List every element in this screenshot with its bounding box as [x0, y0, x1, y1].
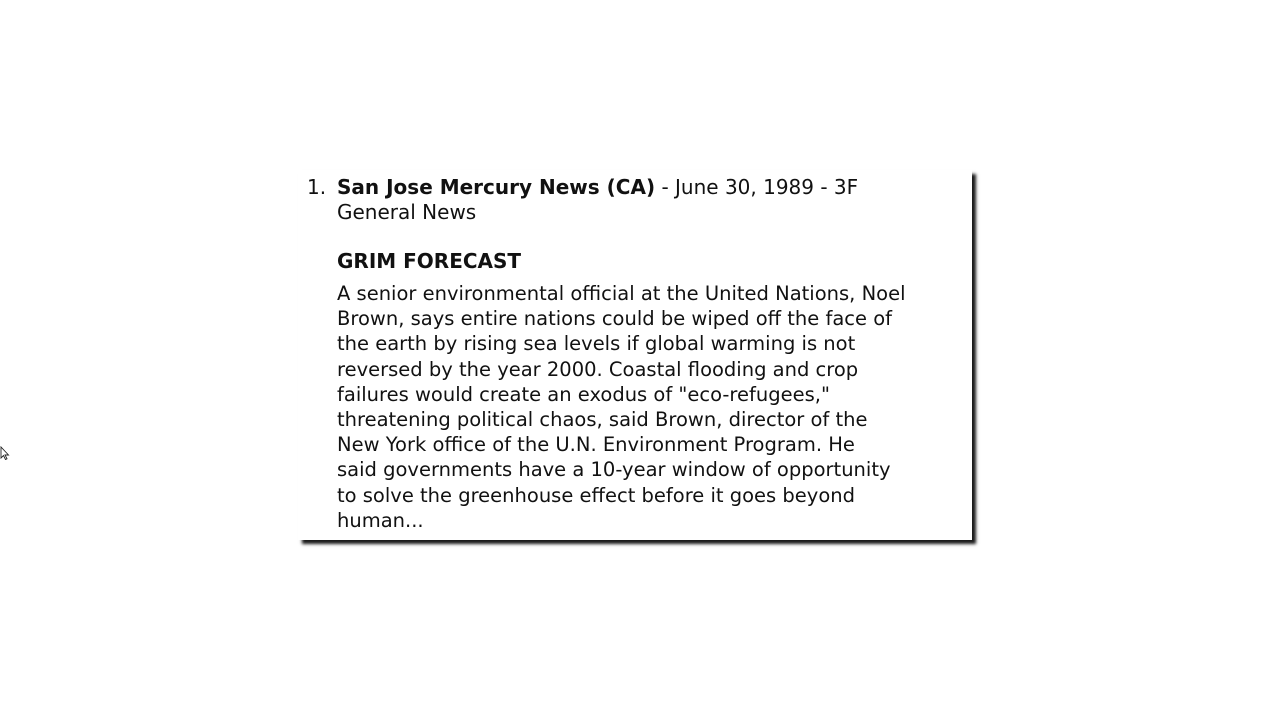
body-line: threatening political chaos, said Brown, director of the [337, 408, 868, 432]
article-headline: GRIM FORECAST [337, 249, 522, 273]
mouse-pointer-icon [0, 445, 10, 459]
body-line: Brown, says entire nations could be wiped off the face of [337, 307, 893, 331]
body-line: to solve the greenhouse effect before it goes beyond [337, 483, 855, 507]
body-line: said governments have a 10-year window of opportunity [337, 458, 891, 482]
source-title[interactable]: San Jose Mercury News (CA) [337, 175, 656, 199]
article-body [337, 281, 967, 533]
article-header [337, 175, 858, 200]
body-line: A senior environmental official at the United Nations, Noel [337, 282, 906, 305]
body-line: New York office of the U.N. Environment Program. He [337, 433, 855, 457]
body-line: failures would create an exodus of "eco-refugees," [337, 382, 830, 406]
list-number: 1. [307, 175, 327, 199]
article-card [298, 170, 972, 540]
body-line: reversed by the year 2000. Coastal flooding and crop [337, 357, 859, 381]
date-page: - June 30, 1989 - 3F [655, 175, 859, 199]
body-line: human... [337, 508, 424, 532]
section-label: General News [337, 200, 477, 224]
body-line: the earth by rising sea levels if global warming is not [337, 332, 856, 356]
